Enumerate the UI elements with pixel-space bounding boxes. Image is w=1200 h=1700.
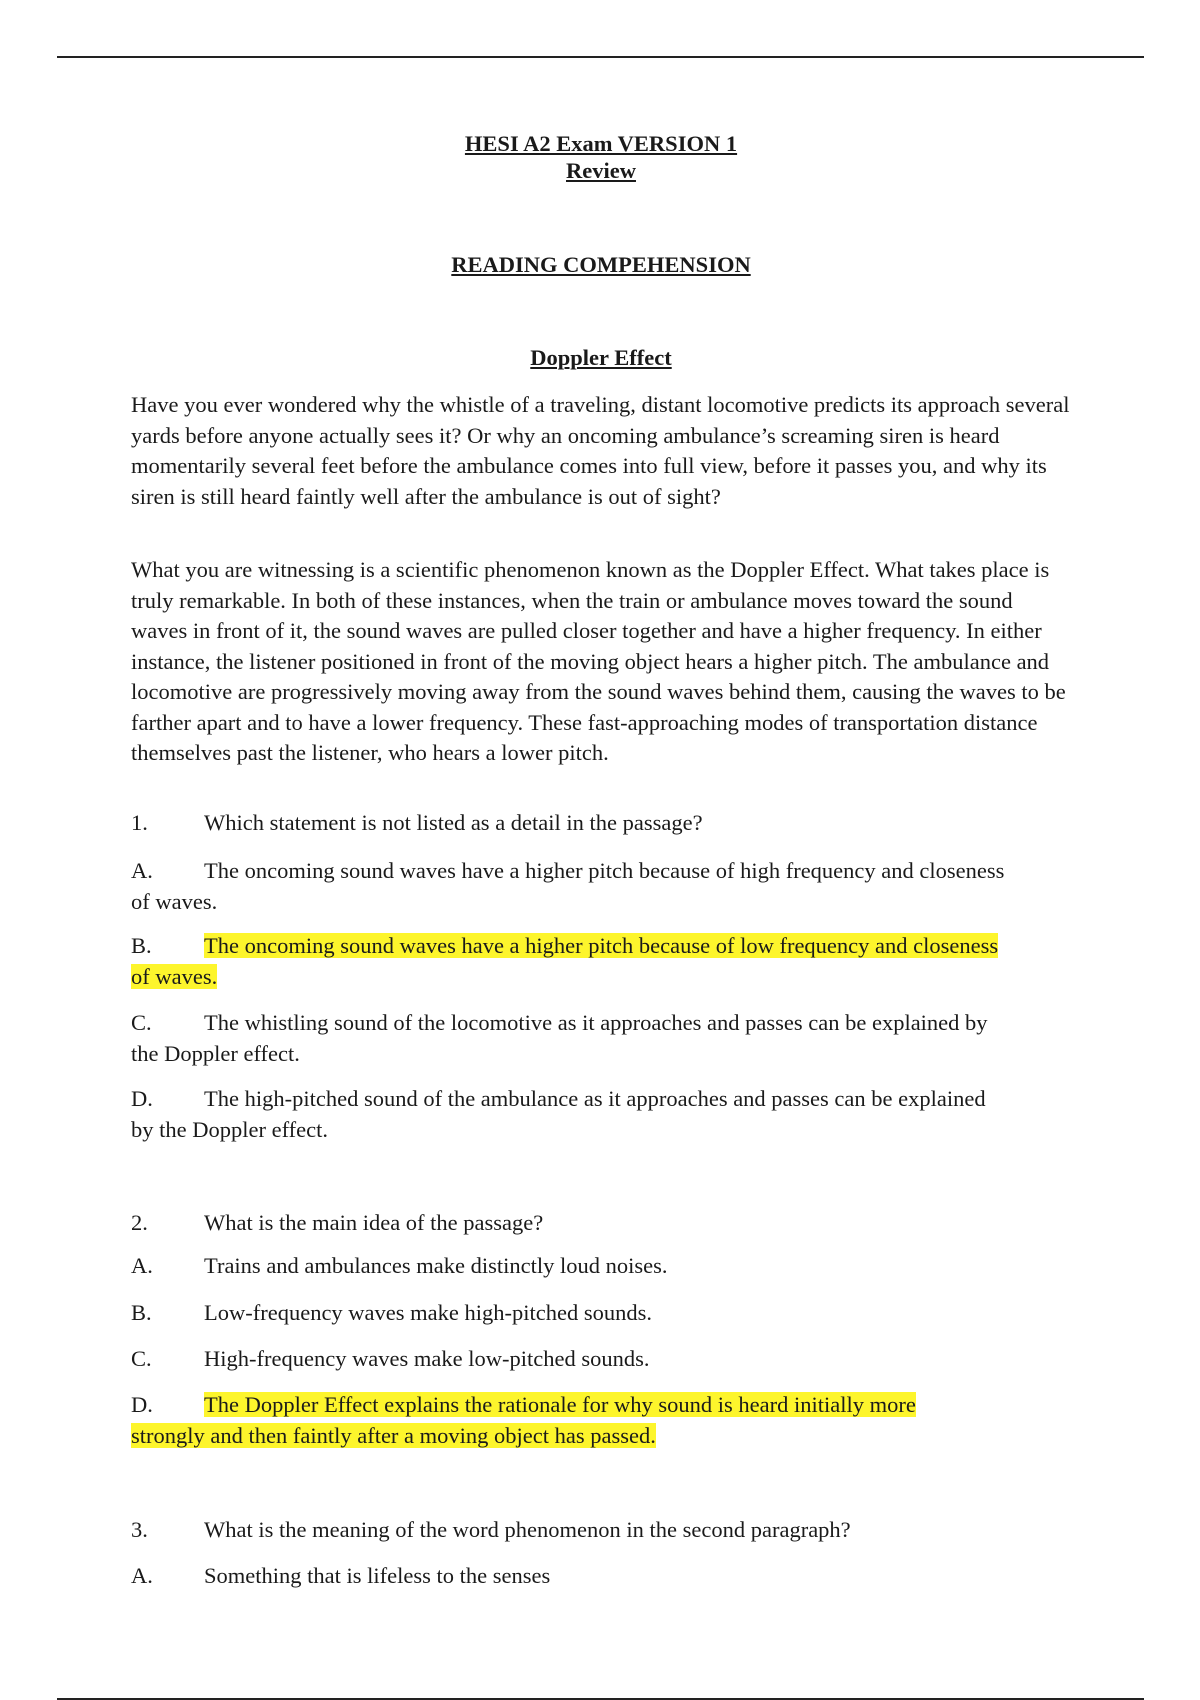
question-2-option-d[interactable]: [131, 1390, 991, 1451]
option-text: The whistling sound of the locomotive as it approaches and passes can be explained by the Doppler effect.: [131, 1010, 988, 1066]
question-2-option-a[interactable]: [131, 1251, 1071, 1282]
question-2-number: 2.: [131, 1210, 148, 1235]
option-letter: C.: [131, 1010, 152, 1035]
option-text: Something that is lifeless to the senses: [204, 1563, 551, 1588]
top-rule: [57, 56, 1144, 58]
option-text: The oncoming sound waves have a higher pitch because of high frequency and closeness of waves.: [131, 858, 1005, 914]
question-1-option-c[interactable]: [131, 1008, 1011, 1069]
option-letter: D.: [131, 1392, 153, 1417]
option-text: Trains and ambulances make distinctly loud noises.: [204, 1253, 668, 1278]
option-letter: A.: [131, 858, 153, 883]
option-letter: A.: [131, 1563, 153, 1588]
highlighted-answer: The oncoming sound waves have a higher pitch because of low frequency and closeness of waves.: [131, 933, 999, 989]
question-1-option-b[interactable]: [131, 931, 1011, 992]
question-1-text: Which statement is not listed as a detail in the passage?: [204, 810, 703, 835]
option-letter: C.: [131, 1346, 152, 1371]
question-2: [131, 1208, 1071, 1239]
highlighted-answer: The Doppler Effect explains the rationale for why sound is heard initially more strongly and then faintly after a moving object has passed.: [131, 1392, 916, 1448]
doc-title-line1: HESI A2 Exam VERSION 1: [464, 131, 738, 156]
question-2-option-b[interactable]: [131, 1298, 1071, 1329]
option-text: High-frequency waves make low-pitched sounds.: [204, 1346, 650, 1371]
question-2-text: What is the main idea of the passage?: [204, 1210, 544, 1235]
option-letter: B.: [131, 933, 152, 958]
option-letter: A.: [131, 1253, 153, 1278]
question-1-option-a[interactable]: [131, 856, 1011, 917]
passage-title: Doppler Effect: [530, 345, 672, 370]
question-1: [131, 808, 1071, 839]
question-1-option-d[interactable]: [131, 1084, 1011, 1145]
doc-title-line2: Review: [566, 158, 636, 183]
section-heading: READING COMPEHENSION: [451, 252, 751, 277]
question-3: [131, 1515, 1071, 1546]
question-1-number: 1.: [131, 810, 148, 835]
question-3-option-a[interactable]: [131, 1561, 1071, 1592]
question-2-option-c[interactable]: [131, 1344, 1071, 1375]
option-text: Low-frequency waves make high-pitched sounds.: [204, 1300, 652, 1325]
question-3-number: 3.: [131, 1517, 148, 1542]
passage-paragraph-2: What you are witnessing is a scientific phenomenon known as the Doppler Effect. What takes place is truly remarkable. In both of these instances, when the train or ambulance moves toward the sound waves in front of it, the sound waves are pulled closer together and have a higher frequency. In either instance, the listener positioned in front of the moving object hears a higher pitch. The ambulance and locomotive are progressively moving away from the sound waves behind them, causing the waves to be farther apart and to have a lower frequency. These fast-approaching modes of transportation distance themselves past the listener, who hears a lower pitch.: [131, 557, 1066, 765]
option-letter: B.: [131, 1300, 152, 1325]
passage-paragraph-1: Have you ever wondered why the whistle of a traveling, distant locomotive predicts its approach several yards before anyone actually sees it? Or why an oncoming ambulance’s screaming siren is heard momentarily several feet before the ambulance comes into full view, before it passes you, and why its siren is still heard faintly well after the ambulance is out of sight?: [131, 392, 1070, 509]
question-3-text: What is the meaning of the word phenomenon in the second paragraph?: [204, 1517, 851, 1542]
option-text: The high-pitched sound of the ambulance as it approaches and passes can be explained by the Doppler effect.: [131, 1086, 986, 1142]
option-letter: D.: [131, 1086, 153, 1111]
